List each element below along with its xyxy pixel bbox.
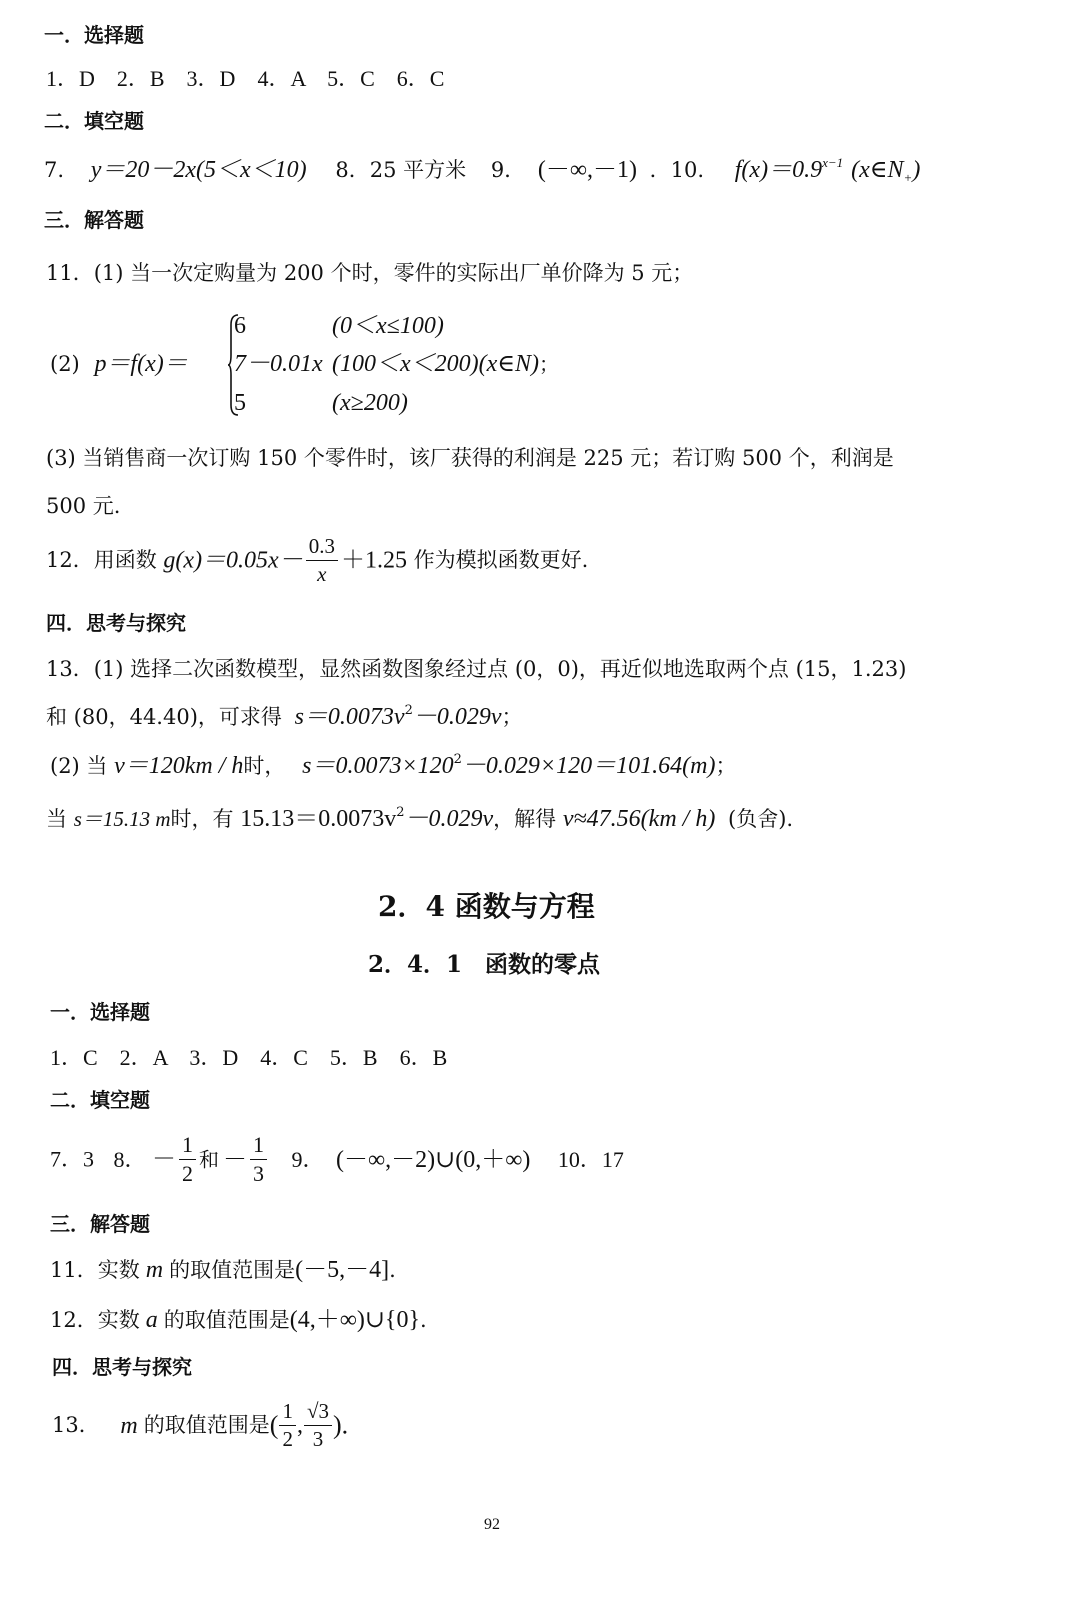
fraction-half-2: $\frac{1}{2}$ (279, 1400, 296, 1451)
q13-part2-line: (2) 当 v＝120km / h时， $s=0.0073\times 120^2-0.029\times 120=101.64(m)$； (50, 752, 737, 779)
fraction-one-third: $\frac{1}{3}$ (250, 1133, 267, 1186)
q9-expression: (－∞,－1) (537, 157, 637, 183)
q13-part1-line2: 和 (80，44.40)，可求得 $s=0.0073v^2-0.029v$； (46, 703, 523, 730)
section-heading-choice: 一．选择题 (44, 23, 144, 47)
q13-answer-2: 13． m 的取值范围是( $\frac{1}{2}$ , $\frac{√3}{3}$ ). (52, 1399, 349, 1452)
section-heading-explore-2: 四．思考与探究 (52, 1355, 192, 1379)
q10-base: f(x)＝0.9 (734, 157, 823, 183)
case3-value: 5 (234, 390, 246, 416)
q12-fraction: $\frac{0.3}{x}$ (306, 535, 338, 586)
section-title: 2．4 函数与方程 (378, 890, 595, 923)
q11-part1: 11．(1) 当一次定购量为 200 个时，零件的实际出厂单价降为 5 元； (46, 261, 694, 285)
section-heading-fill-2: 二．填空题 (50, 1088, 150, 1112)
q13-part3-line: 当 s＝15.13 m时，有 $15.13=0.0073v^2-0.029v$，解得 v≈47.56(km / h) (负舍). (46, 805, 794, 832)
q11-part2-lhs: p＝f(x)＝ (94, 351, 188, 377)
q11-part2-number: (2) (50, 352, 80, 376)
fill-answers-line-2: 7．3 8． － $\frac{1}{2}$ 和 － $\frac{1}{3}$ 9． (－∞,－2)∪(0,＋∞) 10．17 (50, 1132, 624, 1187)
q11-part3-line2: 500 元. (46, 494, 121, 518)
q10-number: ．10. (649, 158, 705, 182)
case3-condition: (x≥200) (332, 390, 408, 416)
case1-value: 6 (234, 313, 246, 339)
page-number: 92 (484, 1516, 500, 1533)
choice-answers-2: 1．C 2．A 3．D 4．C 5．B 6．B (50, 1045, 448, 1070)
subsection-title: 2．4．1 函数的零点 (368, 951, 601, 978)
case1-condition: (0＜x≤100) (332, 313, 444, 339)
q11-part2-label (50, 352, 188, 376)
section-heading-explore: 四．思考与探究 (46, 611, 186, 635)
case2-value: 7－0.01x (234, 351, 323, 377)
q7-number: 7. (44, 158, 65, 182)
choice-answers: 1．D 2．B 3．D 4．A 5．C 6．C (46, 66, 445, 91)
case2-condition: (100＜x＜200)(x∈N)； (332, 351, 560, 377)
q7-answer-2: 7．3 (50, 1146, 95, 1172)
section-heading-fill: 二．填空题 (44, 109, 144, 133)
q10-answer-2: 10．17 (557, 1146, 624, 1172)
q11-answer-2: 11．实数 m 的取值范围是(－5,－4]. (50, 1257, 396, 1283)
section-heading-solve: 三．解答题 (44, 208, 144, 232)
q10-exponent: x−1 (822, 155, 844, 170)
q10-expression: $f(x)=0.9^{x-1}$ $(x\in N_+)$ (734, 155, 921, 185)
fill-answers-line (44, 155, 921, 185)
q10-subscript: + (903, 170, 913, 185)
fraction-one-half: $\frac{1}{2}$ (179, 1133, 196, 1186)
section-heading-solve-2: 三．解答题 (50, 1212, 150, 1236)
q11-part3-line1: (3) 当销售商一次订购 150 个零件时，该厂获得的利润是 225 元；若订购 500 个，利润是 (46, 446, 894, 470)
q9-number: 9． (490, 158, 526, 182)
q12-expr-b: ＋1.25 (340, 547, 407, 574)
q12-answer-2: 12．实数 a 的取值范围是(4,＋∞)∪{0}. (50, 1307, 427, 1333)
q7-expression: y＝20－2x(5＜x＜10) (90, 157, 307, 183)
section-heading-choice-2: 一．选择题 (50, 1000, 150, 1024)
fraction-root3-over-3: $\frac{√3}{3}$ (304, 1400, 332, 1451)
q10-domain: (x∈N (851, 157, 904, 183)
q8-answer: 8．25 平方米 (335, 158, 467, 182)
q12-line: 12．用函数 g(x)＝0.05x－ $\frac{0.3}{x}$ ＋1.25 作为模拟函数更好. (46, 534, 589, 587)
q13-part1-line1: 13．(1) 选择二次函数模型，显然函数图象经过点 (0，0)，再近似地选取两个点 (15，1.23) (46, 657, 907, 681)
q12-expr-a: g(x)＝0.05x－ (163, 547, 303, 574)
q9-expression-2: (－∞,－2)∪(0,＋∞) (336, 1146, 531, 1173)
